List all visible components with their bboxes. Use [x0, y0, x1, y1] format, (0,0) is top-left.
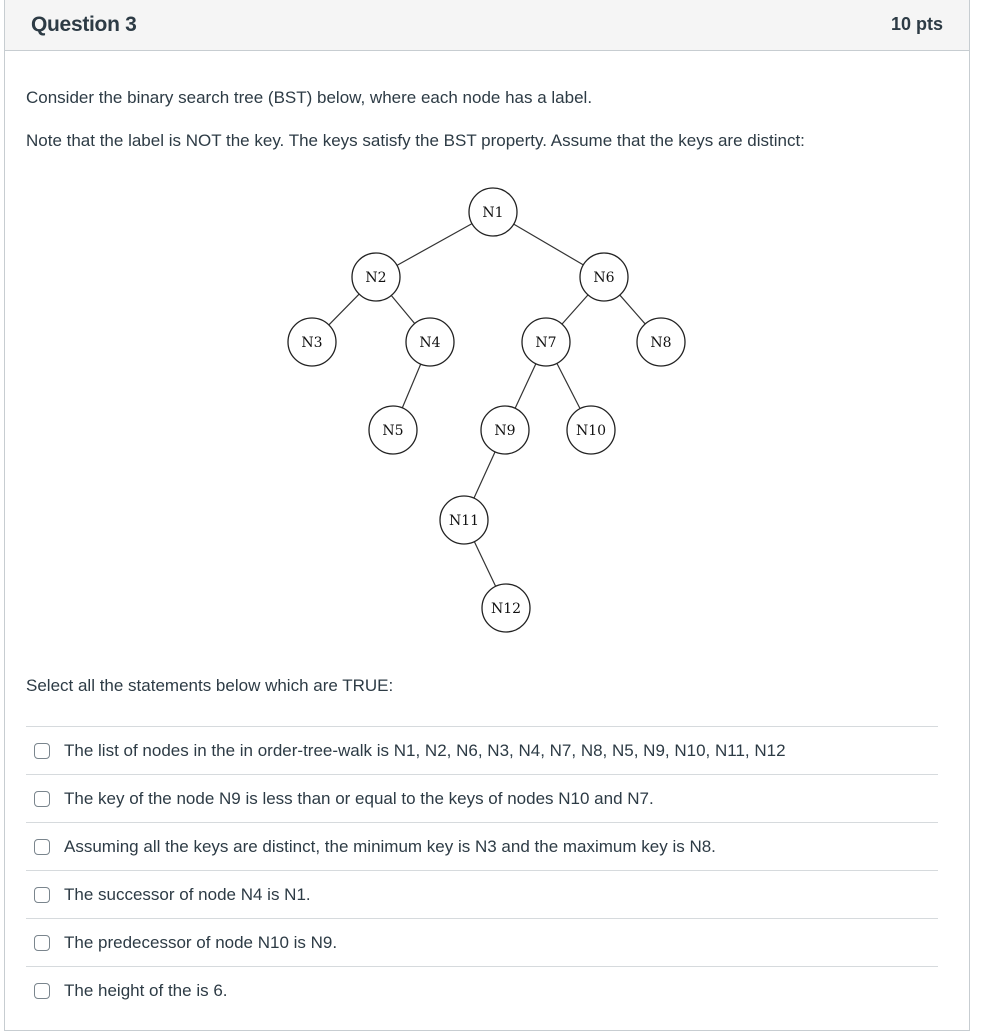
node-n6: [580, 253, 628, 301]
node-n4: [406, 318, 454, 366]
answer-text-4: The successor of node N4 is N1.: [64, 884, 311, 904]
answer-text-5: The predecessor of node N10 is N9.: [64, 932, 338, 952]
node-n9: [481, 406, 529, 454]
node-label: N2: [365, 270, 387, 286]
edge-n6-n7: [562, 295, 588, 324]
answer-option-4[interactable]: [26, 870, 938, 918]
node-label: N6: [593, 270, 615, 286]
answer-list: [26, 726, 938, 1014]
edge-n7-n10: [557, 363, 580, 408]
node-label: N12: [490, 601, 522, 617]
node-n1: [469, 188, 517, 236]
node-label: N4: [419, 335, 441, 351]
checkbox-3[interactable]: [34, 839, 50, 855]
node-label: N5: [382, 423, 404, 439]
answer-option-1[interactable]: [26, 726, 938, 774]
checkbox-2[interactable]: [34, 791, 50, 807]
edge-n9-n11: [474, 452, 495, 498]
edge-n11-n12: [474, 542, 495, 587]
question-points: 10 pts: [890, 14, 943, 34]
node-label: N10: [575, 423, 607, 439]
edge-n2-n4: [391, 295, 414, 323]
edge-n2-n3: [329, 294, 359, 325]
checkbox-6[interactable]: [34, 983, 50, 999]
select-prompt: Select all the statements below which are TRUE:: [26, 676, 394, 695]
answer-text-2: The key of the node N9 is less than or equal to the keys of nodes N10 and N7.: [64, 788, 654, 808]
answer-text-6: The height of the is 6.: [64, 980, 228, 1000]
node-n11: [440, 496, 488, 544]
answer-option-3[interactable]: [26, 822, 938, 870]
node-n3: [288, 318, 336, 366]
edge-n1-n6: [514, 224, 584, 265]
checkbox-4[interactable]: [34, 887, 50, 903]
answer-text-1: The list of nodes in the in order-tree-walk is N1, N2, N6, N3, N4, N7, N8, N5, N9, N10, N11, N12: [64, 740, 786, 760]
node-label: N7: [535, 335, 557, 351]
node-n2: [352, 253, 400, 301]
node-n5: [369, 406, 417, 454]
node-label: N9: [494, 423, 516, 439]
question-title: Question 3: [31, 13, 137, 36]
node-n7: [522, 318, 570, 366]
answer-option-2[interactable]: [26, 774, 938, 822]
node-n10: [567, 406, 615, 454]
node-label: N3: [301, 335, 323, 351]
answer-option-6[interactable]: [26, 966, 938, 1014]
node-label: N8: [650, 335, 672, 351]
checkbox-1[interactable]: [34, 743, 50, 759]
edge-n1-n2: [397, 224, 472, 266]
answer-option-5[interactable]: [26, 918, 938, 966]
node-label: N1: [482, 205, 504, 221]
question-text-1: Consider the binary search tree (BST) below, where each node has a label.: [26, 88, 593, 107]
question-text-2: Note that the label is NOT the key. The keys satisfy the BST property. Assume that the keys are distinct:: [26, 131, 805, 150]
edge-n6-n8: [620, 295, 645, 324]
node-n12: [482, 584, 530, 632]
edge-n4-n5: [402, 364, 420, 408]
node-label: N11: [448, 513, 480, 529]
checkbox-5[interactable]: [34, 935, 50, 951]
node-n8: [637, 318, 685, 366]
edge-n7-n9: [515, 364, 536, 408]
answer-text-3: Assuming all the keys are distinct, the minimum key is N3 and the maximum key is N8.: [64, 836, 716, 856]
